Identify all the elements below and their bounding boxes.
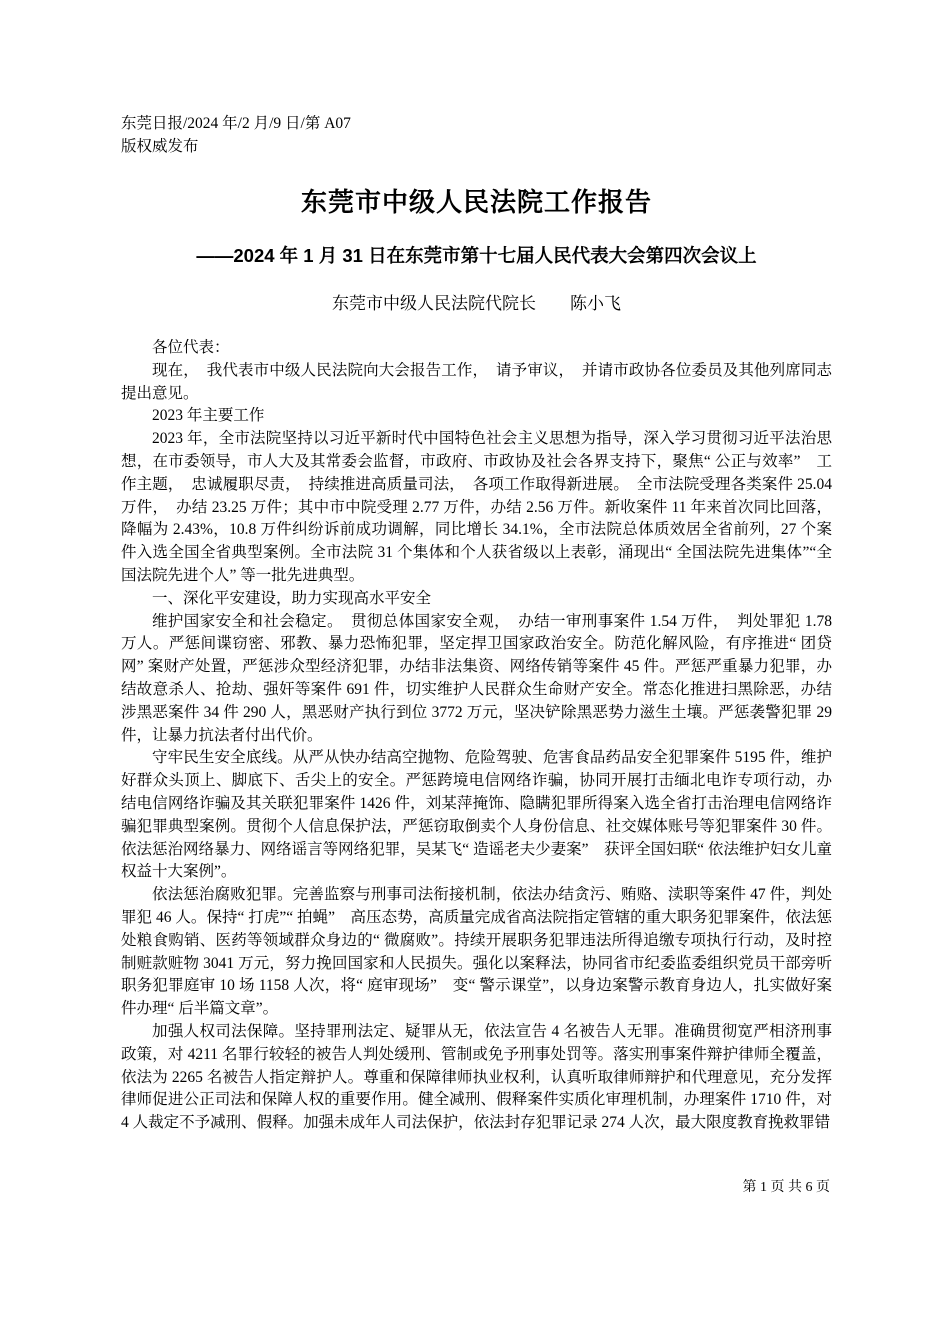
salutation-paragraph: 各位代表： (152, 339, 230, 356)
page-number-indicator: 第 1 页 共 6 页 (742, 1180, 830, 1195)
document-source-header (121, 112, 832, 158)
intro-paragraph: 现在， 我代表市中级人民法院向大会报告工作， 请予审议， 并请市政协各位委员及其他列席同志提出意见。 (121, 361, 832, 402)
document-byline: 东莞市中级人民法院代院长 陈小飞 (332, 294, 621, 313)
overview-paragraph: 2023 年，全市法院坚持以习近平新时代中国特色社会主义思想为指导，深入学习贯彻习近平法治思想，在市委领导，市人大及其常委会监督，市政府、市政协及社会各界支持下，聚焦“ 公正与效率” 工作主题， 忠诚履职尽责， 持续推进高质量司法， 各项工作取得新进展。 全市法院受理各类案件 25.04 万件， 办结 23.25 万件；其中市中院受理 2.77 万件，办结 2.56 万件。新收案件 11 年来首次同比回落，降幅为 2.43%，10.8 万件纠纷诉前成功调解，同比增长 34.1%，全市法院总体质效居全省前列，27 个案件入选全国全省典型案例。全市法院 31 个集体和个人获省级以上表彰，涌现出“ 全国法院先进集体”“全国法院先进个人” 等一批先进典型。 (121, 430, 832, 584)
document-subtitle: ——2024 年 1 月 31 日在东莞市第十七届人民代表大会第四次会议上 (196, 245, 757, 266)
document-body (121, 337, 832, 1135)
section-heading-one: 一、深化平安建设，助力实现高水平安全 (152, 589, 432, 607)
human-rights-paragraph: 加强人权司法保障。坚持罪刑法定、疑罪从无，依法宣告 4 名被告人无罪。准确贯彻宽严相济刑事政策，对 4211 名罪行较轻的被告人判处缓刑、管制或免予刑事处罚等。落实刑事案件辩护律师全覆盖，依法为 2265 名被告人指定辩护人。尊重和保障律师执业权利，认真听取律师辩护和代理意见，充分发挥律师促进公正司法和保障人权的重要作用。健全减刑、假释案件实质化审理机制，办理案件 1710 件，对 4 人裁定不予减刑、假释。加强未成年人司法保护，依法封存犯罪记录 274 人次，最大限度教育挽救罪错 (121, 1022, 832, 1132)
source-line-2: 版权威发布 (121, 138, 199, 155)
document-title: 东莞市中级人民法院工作报告 (300, 187, 652, 217)
section-heading-2023-work: 2023 年主要工作 (152, 407, 265, 425)
livelihood-safety-paragraph: 守牢民生安全底线。从严从快办结高空抛物、危险驾驶、危害食品药品安全犯罪案件 5195 件，维护好群众头顶上、脚底下、舌尖上的安全。严惩跨境电信网络诈骗，协同开展打击缅北电诈专项行动，办结电信网络诈骗及其关联犯罪案件 1426 件，刘某萍掩饰、隐瞒犯罪所得案入选全省打击治理电信网络诈骗犯罪典型案例。贯彻个人信息保护法，严惩窃取倒卖个人身份信息、社交媒体账号等犯罪案件 30 件。依法惩治网络暴力、网络谣言等网络犯罪，吴某飞“ 造谣老夫少妻案” 获评全国妇联“ 依法维护妇女儿童权益十大案例”。 (121, 749, 832, 881)
anti-corruption-paragraph: 依法惩治腐败犯罪。完善监察与刑事司法衔接机制，依法办结贪污、贿赂、渎职等案件 47 件，判处罪犯 46 人。保持“ 打虎”“ 拍蝇” 高压态势，高质量完成省高法院指定管辖的重大职务犯罪案件，依法惩处粮食购销、医药等领域群众身边的“ 微腐败”。持续开展职务犯罪违法所得追缴专项执行行动，及时控制赃款赃物 3041 万元，努力挽回国家和人民损失。强化以案释法，协同省市纪委监委组织党员干部旁听职务犯罪庭审 10 场 1158 人次，将“ 庭审现场” 变“ 警示课堂”，以身边案警示教育身边人，扎实做好案件办理“ 后半篇文章”。 (121, 886, 832, 1018)
national-security-paragraph: 维护国家安全和社会稳定。 贯彻总体国家安全观， 办结一审刑事案件 1.54 万件， 判处罪犯 1.78 万人。严惩间谍窃密、邪教、暴力恐怖犯罪，坚定捍卫国家政治安全。防范化解风险，有序推进“ 团贷网” 案财产处置，严惩涉众型经济犯罪，办结非法集资、网络传销等案件 45 件。严惩严重暴力犯罪，办结故意杀人、抢劫、强奸等案件 691 件，切实维护人民群众生命财产安全。常态化推进扫黑除恶，办结涉黑恶案件 34 件 290 人，黑恶财产执行到位 3772 万元，坚决铲除黑恶势力滋生土壤。严惩袭警犯罪 29 件，让暴力抗法者付出代价。 (121, 612, 832, 744)
source-line-1: 东莞日报/2024 年/2 月/9 日/第 A07 (121, 115, 351, 132)
